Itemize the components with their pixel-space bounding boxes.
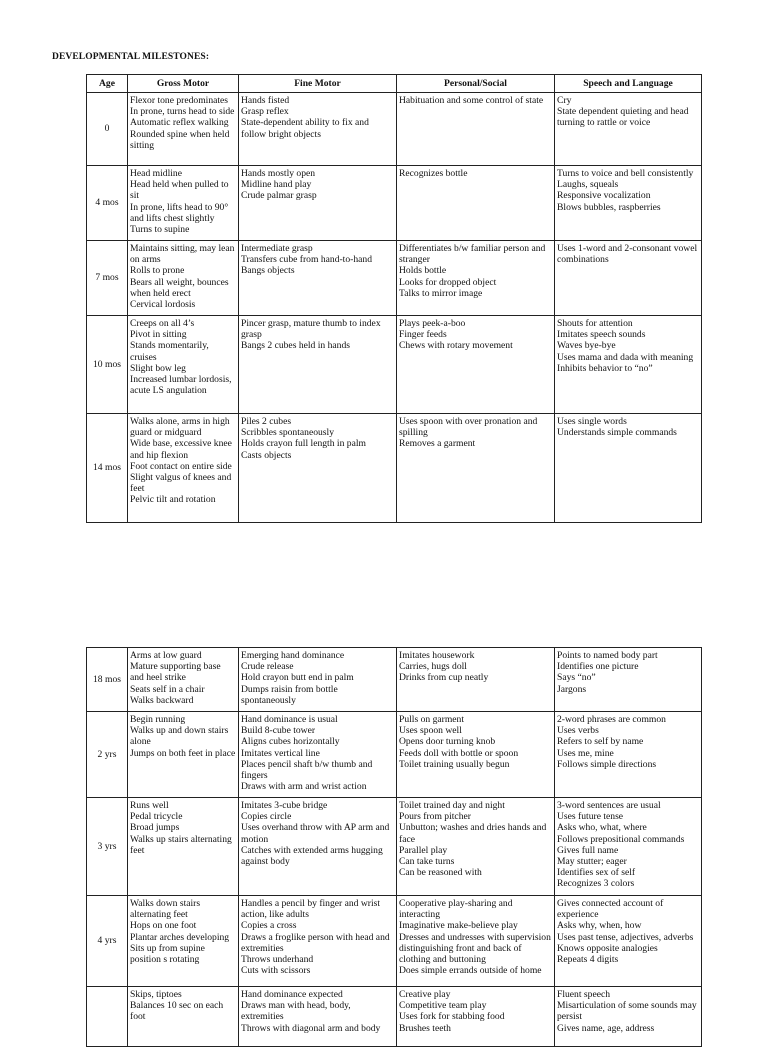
cell-line: Throws underhand (241, 954, 314, 966)
cell-line: Blows bubbles, raspberries (557, 201, 661, 213)
table-row (87, 712, 702, 798)
fine-motor-cell (239, 166, 397, 241)
cell-line: Crude release (241, 661, 294, 673)
age-cell: 10 mos (87, 316, 128, 414)
cell-line: Identifies sex of self (557, 867, 636, 879)
cell-line: Copies a cross (241, 920, 297, 932)
cell-line: Mature supporting base and heel strike (130, 661, 221, 684)
cell-line: Creative play (399, 989, 451, 1000)
cell-line: Knows opposite analogies (557, 942, 658, 954)
cell-line: Cervical lordosis (130, 299, 196, 311)
cell-line: Cry (557, 95, 572, 106)
cell-line: In prone, lifts head to 90° and lifts chest slightly (130, 201, 229, 224)
age-cell: 4 yrs (87, 896, 128, 987)
cell-line: Transfers cube from hand-to-hand (241, 254, 372, 266)
cell-line: Maintains sitting, may lean on arms (130, 243, 235, 266)
cell-line: Increased lumbar lordosis, acute LS angulation (130, 374, 232, 397)
cell-line: Bears all weight, bounces when held erect (130, 276, 229, 299)
age-cell: 18 mos (87, 648, 128, 712)
cell-line: Uses past tense, adjectives, adverbs (557, 931, 694, 943)
gross-motor-cell (128, 93, 239, 166)
cell-line: Draws a froglike person with head and extremities (241, 931, 390, 954)
document-title: DEVELOPMENTAL MILESTONES: (52, 52, 210, 62)
cell-line: Hold crayon butt end in palm (241, 672, 354, 684)
age-cell: 0 (87, 93, 128, 166)
gross-motor-cell (128, 241, 239, 316)
cell-line: Imitates 3-cube bridge (241, 800, 328, 811)
gross-motor-cell (128, 414, 239, 523)
cell-line: Shouts for attention (557, 318, 633, 329)
cell-line: Uses fork for stabbing food (399, 1011, 505, 1023)
cell-line: Catches with extended arms hugging against body (241, 844, 383, 868)
gross-motor-cell (128, 987, 239, 1047)
header-age: Age (87, 75, 128, 93)
cell-line: Recognizes 3 colors (557, 878, 635, 890)
cell-line: Imaginative make-believe play (399, 920, 518, 932)
header-speech-language: Speech and Language (555, 75, 702, 93)
cell-line: Follows simple directions (557, 758, 657, 770)
cell-line: Walks up and down stairs alone (130, 725, 229, 748)
cell-line: Responsive vocalization (557, 190, 651, 202)
cell-line: Runs well (130, 800, 169, 811)
speech-language-cell (555, 648, 702, 712)
cell-line: Uses mama and dada with meaning (557, 351, 694, 363)
cell-line: Imitates vertical line (241, 747, 320, 759)
header-fine-motor: Fine Motor (239, 75, 397, 93)
cell-line: Asks who, what, where (557, 822, 647, 834)
personal-social-cell (397, 712, 555, 798)
fine-motor-cell (239, 896, 397, 987)
cell-line: Slight valgus of knees and feet (130, 472, 232, 495)
table-row (87, 316, 702, 414)
cell-line: Laughs, squeals (557, 179, 619, 191)
cell-line: Slight bow leg (130, 362, 186, 374)
cell-line: 3-word sentences are usual (557, 800, 661, 811)
cell-line: Uses me, mine (557, 747, 614, 759)
table-header-row (87, 75, 702, 93)
cell-line: Follows prepositional commands (557, 833, 685, 845)
cell-line: Piles 2 cubes (241, 416, 292, 427)
table-row (87, 648, 702, 712)
cell-line: Gives full name (557, 844, 619, 856)
age-cell: 7 mos (87, 241, 128, 316)
cell-line: Plantar arches developing (130, 931, 230, 943)
cell-line: 2-word phrases are common (557, 714, 666, 725)
table-row (87, 166, 702, 241)
cell-line: Differentiates b/w familiar person and stranger (399, 243, 546, 266)
cell-line: Aligns cubes horizontally (241, 736, 340, 748)
cell-line: Pours from pitcher (399, 811, 471, 823)
cell-line: Cuts with scissors (241, 965, 311, 977)
cell-line: Begin running (130, 714, 186, 725)
cell-line: Copies circle (241, 811, 292, 823)
cell-line: Holds bottle (399, 265, 447, 277)
cell-line: Looks for dropped object (399, 276, 497, 288)
cell-line: Can be reasoned with (399, 867, 482, 879)
cell-line: Removes a garment (399, 438, 476, 450)
cell-line: Rolls to prone (130, 265, 185, 277)
cell-line: Waves bye-bye (557, 340, 616, 352)
cell-line: Places pencil shaft b/w thumb and fingers (241, 758, 373, 782)
cell-line: Build 8-cube tower (241, 725, 316, 737)
gross-motor-cell (128, 166, 239, 241)
cell-line: Draws with arm and wrist action (241, 781, 367, 793)
cell-line: Imitates housework (399, 650, 475, 661)
gross-motor-cell (128, 896, 239, 987)
speech-language-cell (555, 166, 702, 241)
gross-motor-cell (128, 648, 239, 712)
cell-line: Walks up stairs alternating feet (130, 833, 232, 856)
cell-line: Midline hand play (241, 179, 312, 191)
cell-line: Toilet training usually begun (399, 758, 510, 770)
gross-motor-cell (128, 798, 239, 896)
fine-motor-cell (239, 316, 397, 414)
cell-line: Fluent speech (557, 989, 611, 1000)
cell-line: Imitates speech sounds (557, 329, 646, 341)
cell-line: Pedal tricycle (130, 811, 183, 823)
speech-language-cell (555, 316, 702, 414)
cell-line: Intermediate grasp (241, 243, 313, 254)
personal-social-cell (397, 316, 555, 414)
cell-line: Gives name, age, address (557, 1022, 655, 1034)
cell-line: Flexor tone predominates (130, 95, 229, 106)
age-cell (87, 987, 128, 1047)
cell-line: Hops on one foot (130, 920, 197, 932)
cell-line: Pincer grasp, mature thumb to index grasp (241, 318, 381, 341)
personal-social-cell (397, 166, 555, 241)
cell-line: Inhibits behavior to “no” (557, 362, 653, 374)
cell-line: Opens door turning knob (399, 736, 496, 748)
cell-line: Emerging hand dominance (241, 650, 345, 661)
cell-line: Uses verbs (557, 725, 599, 737)
table-row (87, 987, 702, 1047)
cell-line: Identifies one picture (557, 661, 639, 673)
fine-motor-cell (239, 798, 397, 896)
gross-motor-cell (128, 316, 239, 414)
cell-line: Arms at low guard (130, 650, 202, 661)
cell-line: Points to named body part (557, 650, 658, 661)
cell-line: Uses spoon well (399, 725, 462, 737)
cell-line: Asks why, when, how (557, 920, 642, 932)
milestones-table-1 (86, 74, 702, 523)
cell-line: Creeps on all 4’s (130, 318, 195, 329)
cell-line: Carries, hugs doll (399, 661, 467, 673)
cell-line: In prone, turns head to side (130, 106, 235, 118)
cell-line: Turns to voice and bell consistently (557, 168, 694, 179)
cell-line: Uses single words (557, 416, 627, 427)
table-row (87, 93, 702, 166)
cell-line: State-dependent ability to fix and follow bright objects (241, 117, 369, 140)
cell-line: Understands simple commands (557, 427, 677, 439)
cell-line: Refers to self by name (557, 736, 644, 748)
cell-line: Drinks from cup neatly (399, 672, 489, 684)
personal-social-cell (397, 798, 555, 896)
age-cell: 14 mos (87, 414, 128, 523)
cell-line: Head midline (130, 168, 182, 179)
cell-line: Pelvic tilt and rotation (130, 494, 216, 506)
cell-line: Repeats 4 digits (557, 954, 619, 966)
cell-line: Wide base, excessive knee and hip flexion (130, 438, 232, 461)
cell-line: Walks backward (130, 694, 194, 706)
cell-line: Bangs 2 cubes held in hands (241, 340, 350, 352)
cell-line: Skips, tiptoes (130, 989, 182, 1000)
speech-language-cell (555, 798, 702, 896)
cell-line: Automatic reflex walking (130, 117, 229, 129)
cell-line: May stutter; eager (557, 856, 627, 868)
cell-line: Competitive team play (399, 1000, 487, 1012)
personal-social-cell (397, 987, 555, 1047)
cell-line: Casts objects (241, 449, 292, 461)
fine-motor-cell (239, 414, 397, 523)
cell-line: Does simple errands outside of home (399, 965, 542, 977)
fine-motor-cell (239, 241, 397, 316)
age-cell: 4 mos (87, 166, 128, 241)
speech-language-cell (555, 93, 702, 166)
cell-line: Balances 10 sec on each foot (130, 1000, 224, 1023)
cell-line: Uses overhand throw with AP arm and motion (241, 822, 390, 845)
cell-line: Hands fisted (241, 95, 290, 106)
cell-line: Sits up from supine position s rotating (130, 942, 205, 966)
cell-line: Turns to supine (130, 224, 190, 236)
cell-line: Hand dominance expected (241, 989, 343, 1000)
personal-social-cell (397, 241, 555, 316)
cell-line: Unbutton; washes and dries hands and face (399, 822, 547, 845)
cell-line: Can take turns (399, 856, 455, 868)
header-gross-motor: Gross Motor (128, 75, 239, 93)
cell-line: Parallel play (399, 844, 448, 856)
milestones-table-2 (86, 647, 702, 1047)
cell-line: Pivot in sitting (130, 329, 187, 341)
cell-line: Chews with rotary movement (399, 340, 513, 352)
cell-line: Foot contact on entire side (130, 460, 232, 472)
table-row (87, 896, 702, 987)
fine-motor-cell (239, 93, 397, 166)
cell-line: Uses 1-word and 2-consonant vowel combinations (557, 243, 698, 266)
cell-line: Holds crayon full length in palm (241, 438, 366, 450)
cell-line: Stands momentarily, cruises (130, 340, 209, 363)
cell-line: Habituation and some control of state (399, 95, 544, 106)
cell-line: Uses spoon with over pronation and spilling (399, 416, 538, 439)
cell-line: Plays peek-a-boo (399, 318, 466, 329)
cell-line: Draws man with head, body, extremities (241, 1000, 351, 1023)
cell-line: Seats self in a chair (130, 683, 205, 695)
cell-line: Bangs objects (241, 265, 295, 277)
cell-line: Cooperative play-sharing and interacting (399, 898, 513, 921)
personal-social-cell (397, 896, 555, 987)
cell-line: Jargons (557, 683, 587, 695)
cell-line: Toilet trained day and night (399, 800, 505, 811)
cell-line: State dependent quieting and head turning to rattle or voice (557, 106, 689, 129)
fine-motor-cell (239, 648, 397, 712)
cell-line: Head held when pulled to sit (130, 179, 229, 202)
cell-line: Gives connected account of experience (557, 898, 664, 921)
cell-line: Walks down stairs alternating feet (130, 898, 201, 921)
cell-line: Dresses and undresses with supervision distinguishing front and back of clothing and buttoning (399, 931, 551, 966)
cell-line: Crude palmar grasp (241, 190, 317, 202)
fine-motor-cell (239, 712, 397, 798)
cell-line: Dumps raisin from bottle spontaneously (241, 683, 338, 706)
cell-line: Recognizes bottle (399, 168, 468, 179)
cell-line: Finger feeds (399, 329, 447, 341)
cell-line: Walks alone, arms in high guard or midguard (130, 416, 230, 439)
cell-line: Rounded spine when held sitting (130, 128, 230, 151)
speech-language-cell (555, 896, 702, 987)
fine-motor-cell (239, 987, 397, 1047)
table-row (87, 798, 702, 896)
age-cell: 2 yrs (87, 712, 128, 798)
cell-line: Uses future tense (557, 811, 624, 823)
table-row (87, 414, 702, 523)
speech-language-cell (555, 987, 702, 1047)
cell-line: Jumps on both feet in place (130, 747, 236, 759)
gross-motor-cell (128, 712, 239, 798)
cell-line: Hands mostly open (241, 168, 316, 179)
cell-line: Scribbles spontaneously (241, 427, 334, 439)
cell-line: Hand dominance is usual (241, 714, 338, 725)
cell-line: Feeds doll with bottle or spoon (399, 747, 519, 759)
cell-line: Misarticulation of some sounds may persist (557, 1000, 697, 1023)
header-personal-social: Personal/Social (397, 75, 555, 93)
personal-social-cell (397, 648, 555, 712)
cell-line: Grasp reflex (241, 106, 289, 118)
speech-language-cell (555, 712, 702, 798)
age-cell: 3 yrs (87, 798, 128, 896)
cell-line: Handles a pencil by finger and wrist action, like adults (241, 898, 381, 921)
personal-social-cell (397, 93, 555, 166)
table-row (87, 241, 702, 316)
speech-language-cell (555, 241, 702, 316)
personal-social-cell (397, 414, 555, 523)
cell-line: Broad jumps (130, 822, 180, 834)
cell-line: Says “no” (557, 672, 596, 684)
cell-line: Pulls on garment (399, 714, 465, 725)
cell-line: Talks to mirror image (399, 287, 483, 299)
speech-language-cell (555, 414, 702, 523)
cell-line: Brushes teeth (399, 1022, 451, 1034)
cell-line: Throws with diagonal arm and body (241, 1022, 381, 1034)
